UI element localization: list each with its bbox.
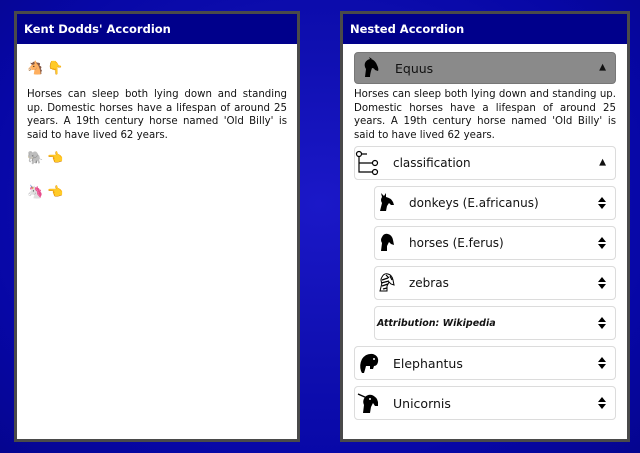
sort-updown-icon (598, 357, 606, 369)
unicorn-accordion-button[interactable] (27, 182, 287, 202)
horse-emoji-icon: 🐴 (27, 60, 44, 76)
classification-label: classification (393, 156, 471, 170)
elephantus-accordion-button[interactable] (354, 346, 616, 380)
unicorn-emoji-icon: 🦄 (27, 184, 44, 200)
pointing-down-icon: 👇 (47, 60, 64, 76)
horse-description: Horses can sleep both lying down and standing up. Domestic horses have a lifespan of around 25 years. A 19th century horse named 'Old Billy' is said to have lived 62 years. (27, 89, 287, 141)
horse-head-icon (359, 57, 381, 79)
elephantus-label: Elephantus (393, 355, 463, 371)
tree-icon (355, 150, 381, 176)
equus-accordion-button[interactable] (354, 52, 616, 84)
zebra-icon (377, 272, 399, 294)
zebras-label: zebras (409, 276, 449, 290)
attribution-accordion-button[interactable] (374, 306, 616, 340)
chevron-up-icon: ▲ (599, 157, 606, 168)
pointing-left-icon: 👈 (47, 184, 64, 200)
donkeys-label: donkeys (E.africanus) (409, 196, 539, 210)
sort-updown-icon (598, 277, 606, 289)
zebras-accordion-button[interactable] (374, 266, 616, 300)
horse-icon (377, 232, 399, 254)
unicornis-accordion-button[interactable] (354, 386, 616, 420)
chevron-up-icon: ▲ (599, 62, 606, 73)
nested-accordion-body (343, 44, 627, 420)
elephant-accordion-button[interactable] (27, 148, 287, 168)
left-accordion-body (17, 44, 297, 202)
equus-description: Horses can sleep both lying down and standing up. Domestic horses have a lifespan of around 25 years. A 19th century horse named 'Old Billy' is said to have lived 62 years. (354, 89, 616, 141)
donkeys-accordion-button[interactable] (374, 186, 616, 220)
classification-accordion-button[interactable] (354, 146, 616, 180)
nested-accordion-panel (340, 11, 630, 442)
elephant-icon (357, 351, 381, 375)
equus-label: Equus (395, 60, 434, 76)
unicornis-label: Unicornis (393, 395, 451, 411)
sort-updown-icon (598, 317, 606, 329)
horse-accordion-button[interactable] (27, 58, 287, 78)
sort-updown-icon (598, 197, 606, 209)
elephant-emoji-icon: 🐘 (27, 150, 44, 166)
horses-accordion-button[interactable] (374, 226, 616, 260)
unicorn-icon (357, 391, 381, 415)
attribution-label: Attribution: Wikipedia (377, 317, 496, 329)
classification-sub-list (354, 186, 616, 340)
sort-updown-icon (598, 397, 606, 409)
kent-dodds-accordion-panel (14, 11, 300, 442)
horses-label: horses (E.ferus) (409, 236, 504, 250)
donkey-icon (377, 192, 399, 214)
pointing-left-icon: 👈 (47, 150, 64, 166)
panel-title: Kent Dodds' Accordion (17, 14, 297, 44)
sort-updown-icon (598, 237, 606, 249)
panel-title: Nested Accordion (343, 14, 627, 44)
